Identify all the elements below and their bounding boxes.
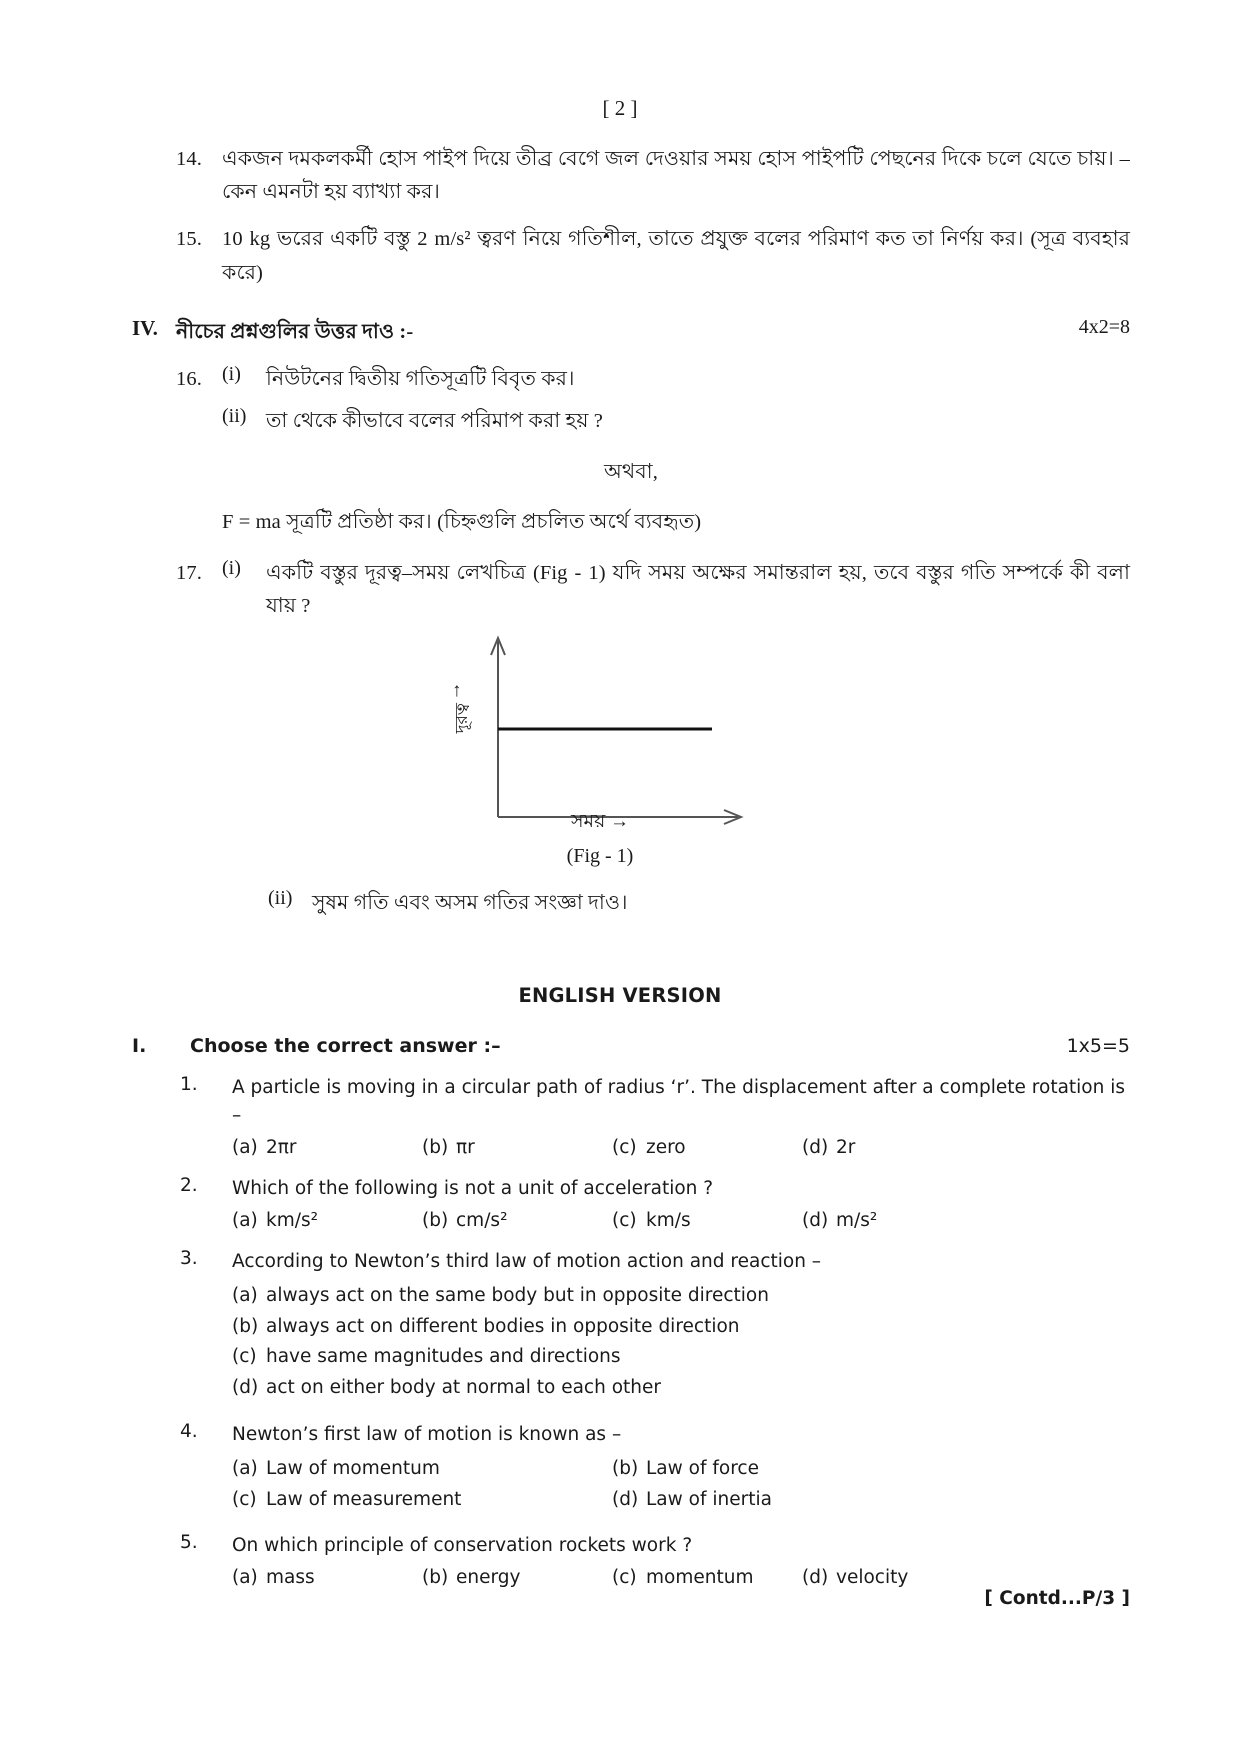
subpart-text: সুষম গতি এবং অসম গতির সংজ্ঞা দাও। [312,892,628,915]
option-text: energy [456,1567,521,1589]
subpart-item [132,887,1130,920]
option-key: (c) [612,1209,637,1231]
question-number: 15. [176,228,202,251]
question-item [132,143,1130,209]
option-a[interactable] [232,1454,612,1485]
option-text: πr [456,1136,475,1158]
question-text: On which principle of conservation rockets work ? [232,1535,693,1557]
subpart-label: (i) [222,556,241,579]
question-text: A particle is moving in a circular path of radius ‘r’. The displacement after a complete rotation is – [232,1077,1126,1127]
section-heading-iv [132,316,1130,349]
alternative-divider: অথবা, [604,461,658,484]
option-key: (a) [232,1209,258,1231]
option-a[interactable] [232,1137,422,1158]
english-section [0,1035,1240,1588]
question-item [132,223,1130,289]
subpart-label: (i) [222,363,241,386]
subpart-label: (ii) [222,405,247,428]
section-heading-i [132,1035,1130,1057]
alternative-question-text: F = ma সূত্রটি প্রতিষ্ঠা কর। (চিহ্নগুলি প্রচলিত অর্থে ব্যবহৃত) [222,510,702,533]
option-text: Law of measurement [266,1488,462,1510]
question-number: 3. [180,1247,198,1269]
option-key: (c) [612,1567,637,1589]
y-axis-arrow-icon: ↑ [452,680,462,702]
question-text: Newton’s first law of motion is known as – [232,1423,622,1445]
english-question-1 [132,1074,1130,1158]
option-row [132,1137,1130,1158]
question-number: 14. [176,148,202,170]
graph-svg [450,629,750,829]
question-text: 10 kg ভরের একটি বস্তু 2 m/s² ত্বরণ নিয়ে গতিশীল, তাতে প্রযুক্ত বলের পরিমাণ কত তা নির্ণয় কর। (সূত্র ব্যবহার করে) [222,228,1130,284]
option-text: zero [646,1136,686,1158]
question-number: 1. [180,1074,198,1096]
option-grid [132,1454,1130,1515]
option-c[interactable] [612,1567,802,1588]
subpart-label: (ii) [268,887,293,910]
english-version-heading: ENGLISH VERSION [518,984,722,1008]
option-key: (c) [612,1136,637,1158]
option-c[interactable] [612,1137,802,1158]
english-question-3 [132,1248,1130,1404]
question-number: 2. [180,1174,198,1196]
option-text: Law of inertia [646,1488,772,1510]
question-text: According to Newton’s third law of motion action and reaction – [232,1250,822,1272]
english-question-4 [132,1421,1130,1516]
option-a[interactable] [232,1210,422,1231]
option-b[interactable] [422,1210,612,1231]
option-key: (d) [802,1567,829,1589]
question-body [222,557,1130,623]
section-roman-numeral: IV. [132,315,158,340]
question-number: 4. [180,1420,198,1442]
section-title: Choose the correct answer :– [190,1035,501,1058]
question-item-16 [132,363,1130,438]
option-key: (d) [802,1136,829,1158]
option-key: (d) [612,1488,639,1510]
option-text: m/s² [836,1209,878,1231]
option-key: (b) [232,1315,259,1337]
question-body [222,363,1130,438]
question-number: 16. [176,368,202,391]
figure-container [132,629,1130,881]
option-c[interactable] [232,1342,1130,1373]
question-item-17 [132,557,1130,623]
option-key: (b) [422,1567,449,1589]
option-text: km/s² [266,1209,319,1231]
option-key: (b) [422,1136,449,1158]
option-text: cm/s² [456,1209,508,1231]
english-question-2 [132,1175,1130,1231]
subpart-text: একটি বস্তুর দূরত্ব–সময় লেখচিত্র (Fig - 1) যদি সময় অক্ষের সমান্তরাল হয়, তবে বস্তুর গতি সম্পর্কে কী বলা যায় ? [266,561,1130,618]
option-key: (d) [802,1209,829,1231]
question-text: Which of the following is not a unit of acceleration ? [232,1177,714,1199]
option-text: 2πr [266,1136,297,1158]
option-d[interactable] [802,1210,877,1231]
option-text: 2r [836,1136,856,1158]
question-number: 17. [176,561,202,584]
option-d[interactable] [802,1567,908,1588]
option-b[interactable] [612,1454,759,1485]
option-d[interactable] [802,1137,855,1158]
option-b[interactable] [232,1312,1130,1343]
figure-caption: (Fig - 1) [566,845,634,868]
y-axis-label: দূরত্ব [452,703,471,734]
option-a[interactable] [232,1567,422,1588]
option-key: (a) [232,1458,258,1480]
section-title: নীচের প্রশ্নগুলির উত্তর দাও :- [176,320,414,343]
option-c[interactable] [612,1210,802,1231]
bengali-section [0,143,1240,920]
option-text: velocity [836,1567,909,1589]
section-roman-numeral: I. [132,1035,147,1058]
option-text: always act on different bodies in opposite direction [266,1315,740,1337]
subpart-text: নিউটনের দ্বিতীয় গতিসূত্রটি বিবৃত কর। [266,368,575,391]
option-c[interactable] [232,1485,612,1516]
option-key: (a) [232,1285,258,1307]
option-key: (b) [422,1209,449,1231]
option-key: (b) [612,1458,639,1480]
option-a[interactable] [232,1281,1130,1312]
option-text: have same magnitudes and directions [266,1346,621,1368]
option-text: always act on the same body but in opposite direction [266,1285,769,1307]
option-d[interactable] [612,1485,772,1516]
option-list [132,1281,1130,1403]
option-d[interactable] [232,1373,1130,1404]
question-text: একজন দমকলকর্মী হোস পাইপ দিয়ে তীব্র বেগে জল দেওয়ার সময় হোস পাইপটি পেছনের দিকে চলে যেতে চায়। – কেন এমনটা হয় ব্যাখ্যা কর। [222,148,1130,204]
option-key: (c) [232,1346,257,1368]
option-key: (d) [232,1376,259,1398]
option-text: km/s [646,1209,691,1231]
section-marks: 4x2=8 [1078,315,1130,338]
option-b[interactable] [422,1137,612,1158]
option-text: momentum [646,1567,754,1589]
option-text: act on either body at normal to each other [266,1376,661,1398]
option-key: (c) [232,1488,257,1510]
option-text: Law of force [646,1458,759,1480]
distance-time-graph [450,629,750,881]
section-marks: 1x5=5 [1066,1035,1130,1058]
option-key: (a) [232,1136,258,1158]
question-number: 5. [180,1532,198,1554]
page-number-marker: [ 2 ] [602,96,638,120]
option-row [132,1210,1130,1231]
x-axis-label: সময় → [570,811,630,833]
option-text: mass [266,1567,315,1589]
option-key: (a) [232,1567,258,1589]
option-b[interactable] [422,1567,612,1588]
subpart-text: তা থেকে কীভাবে বলের পরিমাপ করা হয় ? [266,410,603,433]
option-text: Law of momentum [266,1458,440,1480]
option-row [132,1567,1130,1588]
page-footer-continued: [ Contd...P/3 ] [984,1588,1130,1609]
english-question-5 [132,1532,1130,1588]
